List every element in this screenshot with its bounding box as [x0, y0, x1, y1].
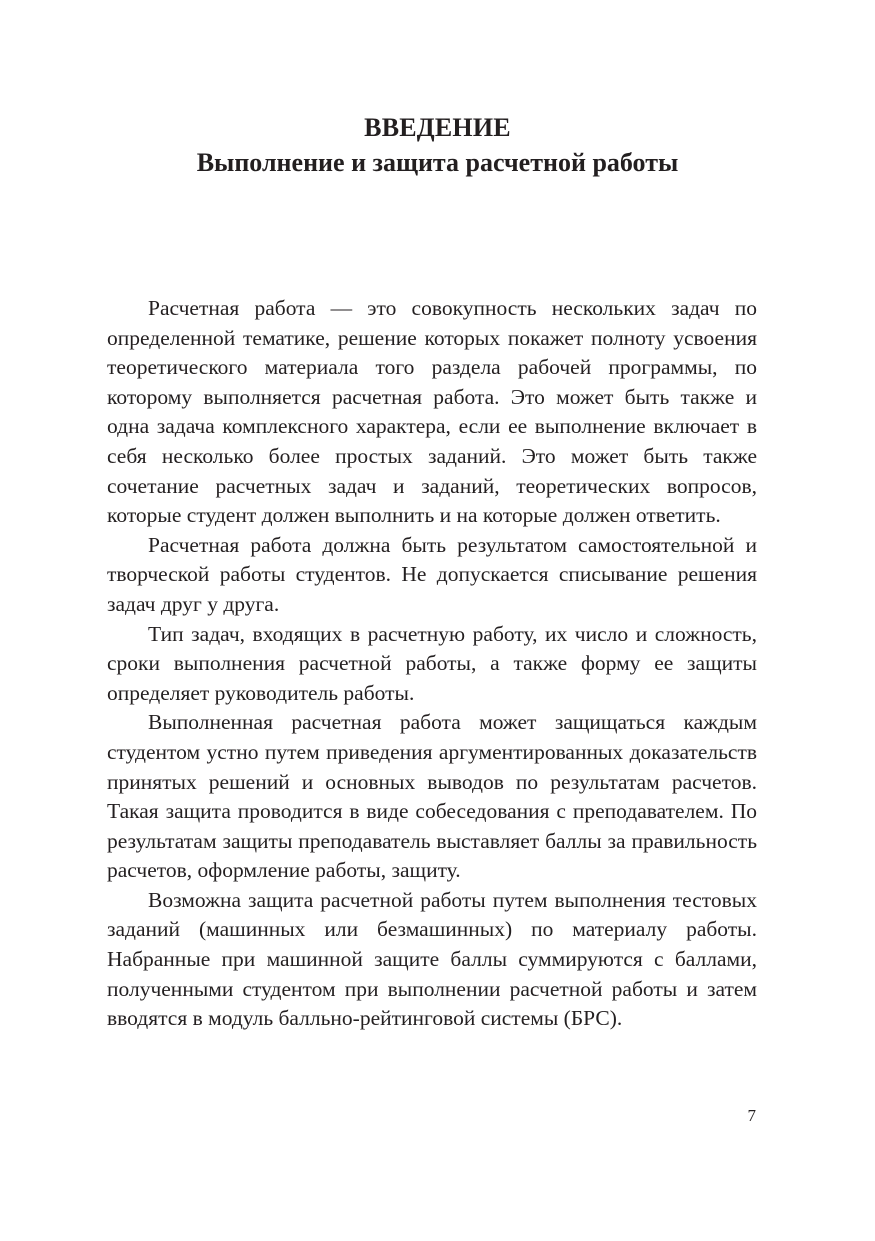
paragraph: Расчетная работа должна быть результатом самостоятельной и творческой работы студентов. Не допускается списывание решения задач друг у друга. — [107, 532, 757, 616]
paragraph: Тип задач, входящих в расчетную работу, их число и сложность, сроки выполнения расчетной работы, а также форму ее защиты определяет руководитель работы. — [107, 621, 757, 705]
chapter-title: ВВЕДЕНИЕ — [364, 113, 511, 142]
body-text — [107, 294, 757, 1034]
page-number: 7 — [747, 1106, 756, 1125]
chapter-subtitle: Выполнение и защита расчетной работы — [196, 148, 679, 177]
paragraph: Расчетная работа — это совокупность нескольких задач по определенной тематике, решение которых покажет полноту усвоения теоретического материала того раздела рабочей программы, по которому выполняется расчетная работа. Это может быть также и одна задача комплексного характера, если ее выполнение включает в себя несколько более простых заданий. Это может быть также сочетание расчетных задач и заданий, теоретических вопросов, которые студент должен выполнить и на которые должен ответить. — [107, 296, 757, 528]
paragraph: Возможна защита расчетной работы путем выполнения тестовых заданий (машинных или безмашинных) по материалу работы. Набранные при машинной защите баллы суммируются с баллами, полученными студентом при выполнении расчетной работы и затем вводятся в модуль балльно-рейтинговой системы (БРС). — [107, 887, 757, 1031]
paragraph: Выполненная расчетная работа может защищаться каждым студентом устно путем приведения аргументированных доказательств принятых решений и основных выводов по результатам расчетов. Такая защита проводится в виде собеседования с преподавателем. По результатам защиты преподаватель выставляет баллы за правильность расчетов, оформление работы, защиту. — [107, 710, 757, 883]
